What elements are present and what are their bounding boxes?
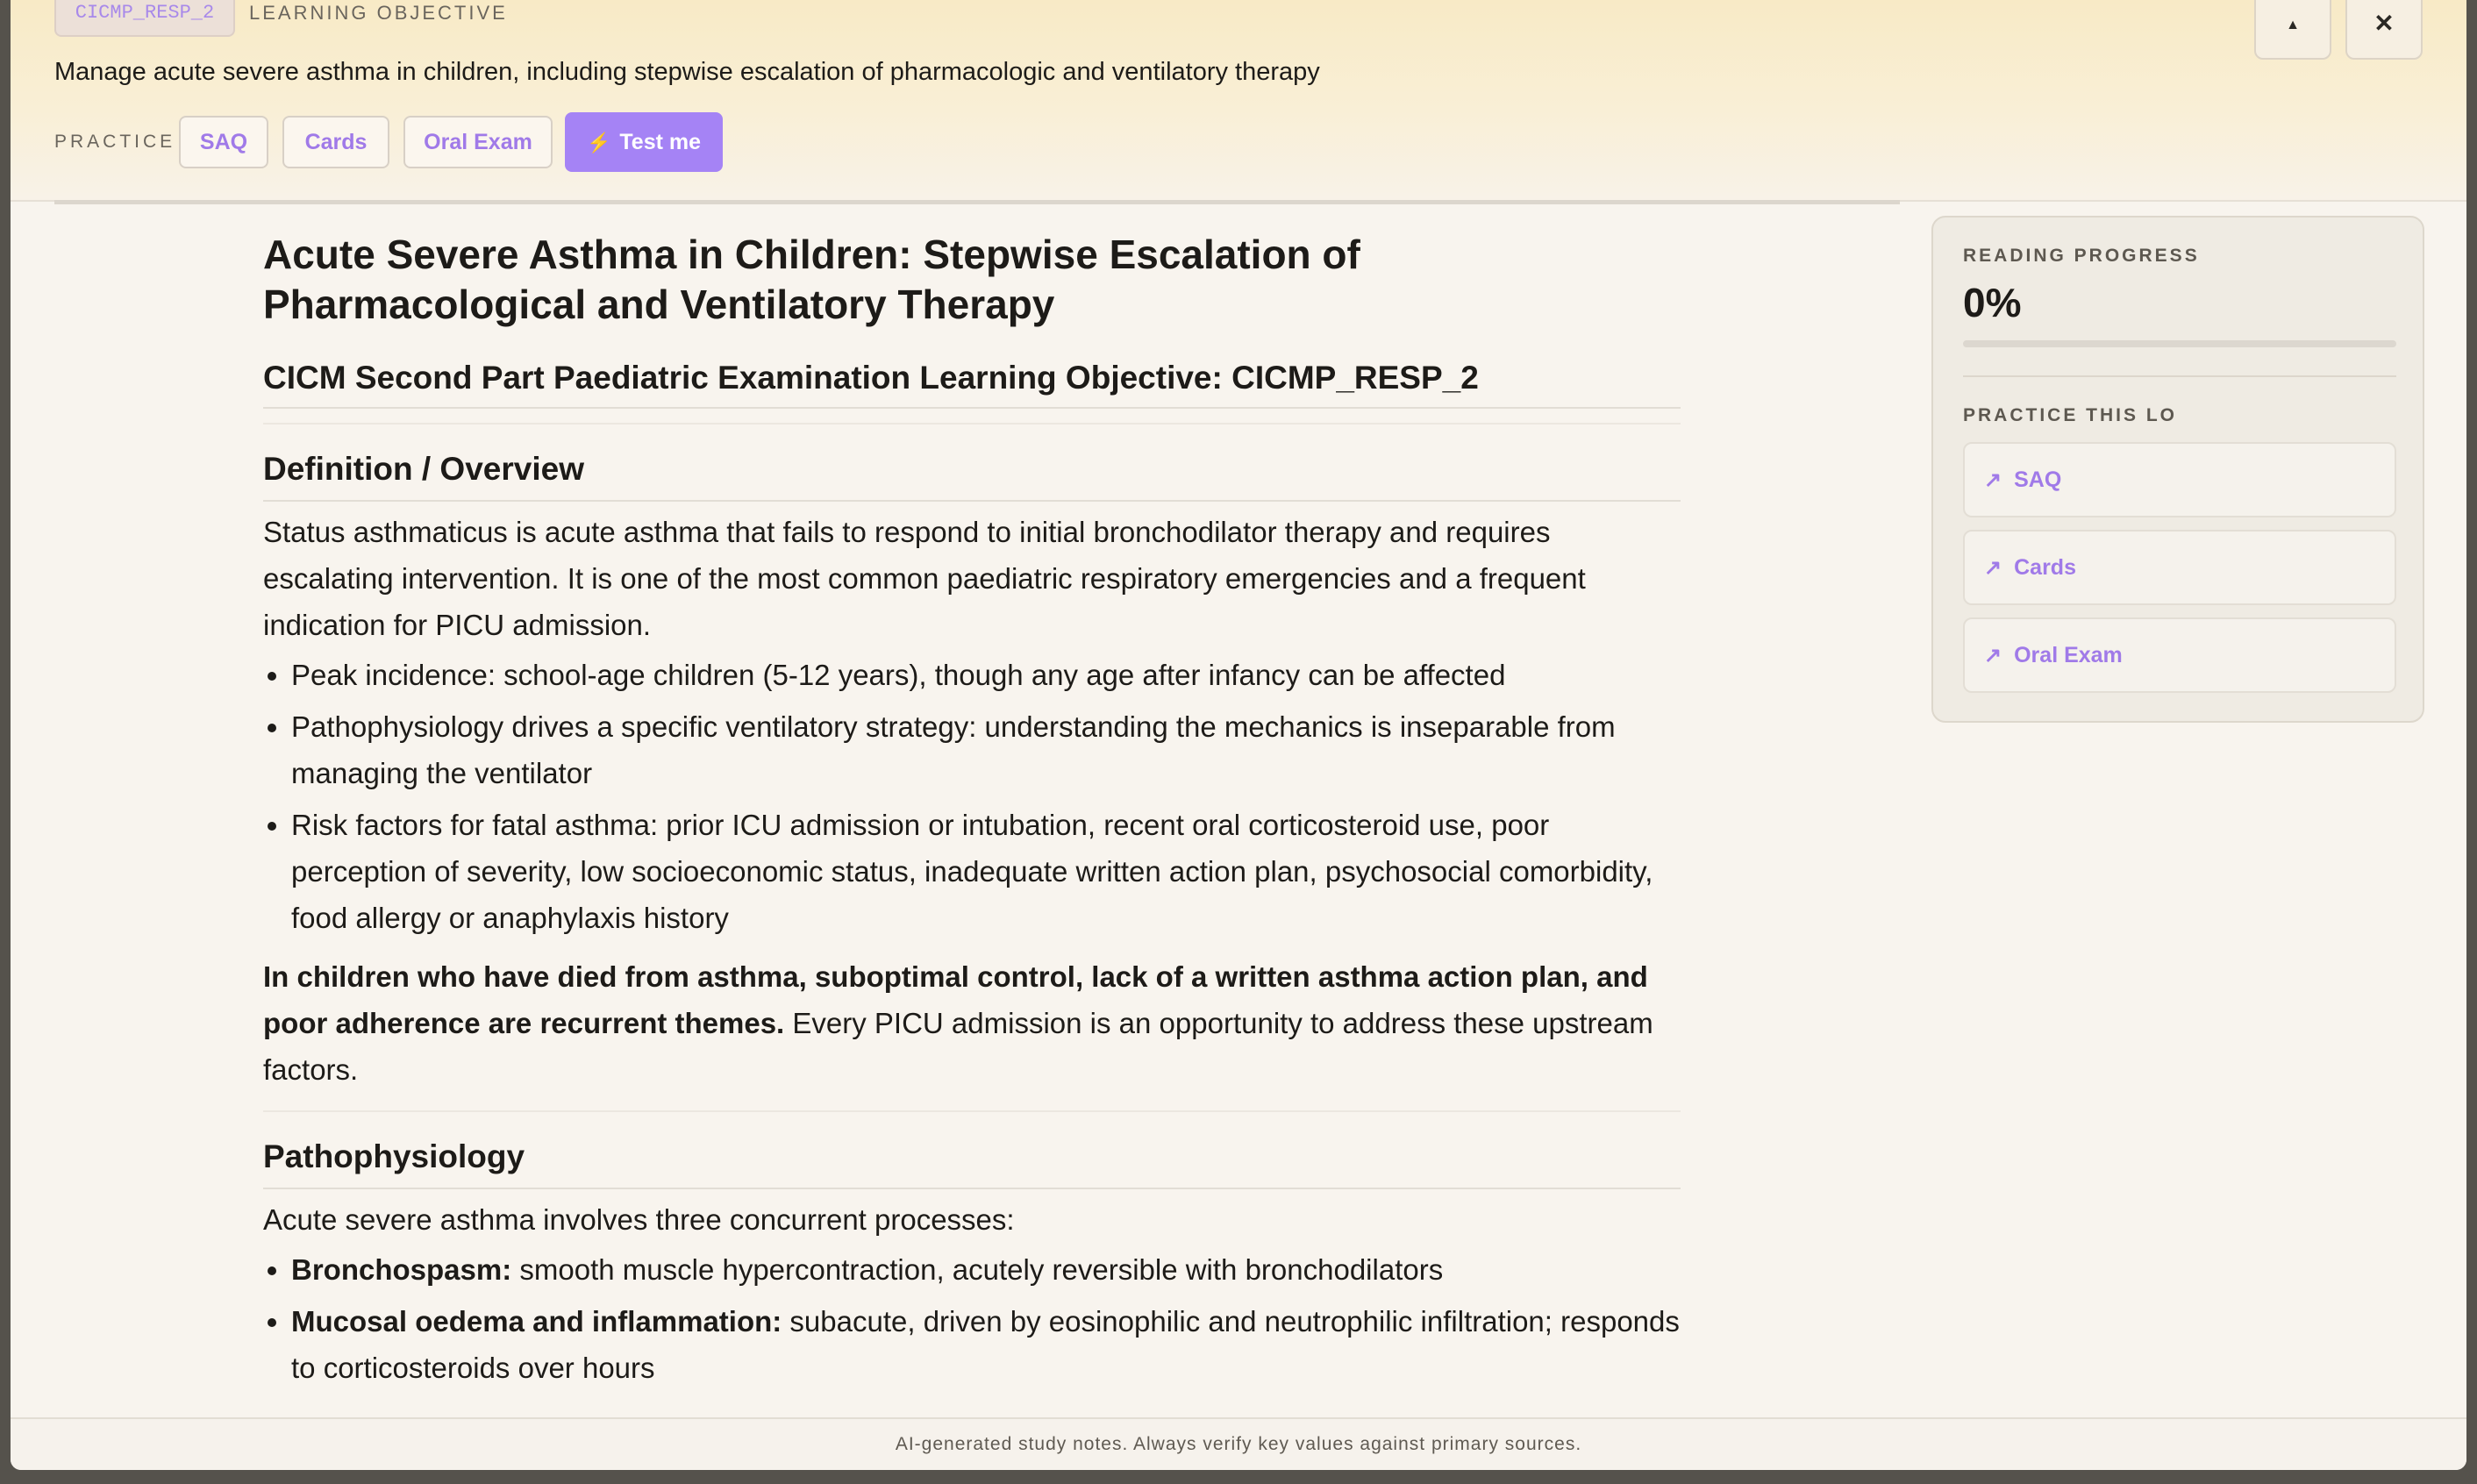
pathophysiology-bullet-list [263,1246,1681,1391]
bolt-icon: ⚡ [586,132,611,153]
reading-progress-bar [1963,340,2396,347]
list-item: • Pathophysiology drives a specific ventilatory strategy: understanding the mechanics is inseparable from managing the ventilator [291,703,1681,796]
list-item-text: smooth muscle hypercontraction, acutely reversible with bronchodilators [511,1253,1444,1286]
practice-oral-exam-button[interactable]: Oral Exam [403,116,553,168]
definition-closing-paragraph [263,953,1681,1093]
list-item-text: subacute, driven by eosinophilic and neutrophilic infiltration; responds to corticosteroids over hours [291,1305,1680,1384]
lo-code-badge: CICMP_RESP_2 [54,0,235,37]
article-title: Acute Severe Asthma in Children: Stepwise Escalation of Pharmacological and Ventilatory Therapy [263,232,1360,327]
header [11,0,2466,202]
close-icon: ✕ [2373,10,2395,37]
definition-intro: Status asthmaticus is acute asthma that fails to respond to initial bronchodilator therapy and requires escalating intervention. It is one of the most common paediatric respiratory emergencies and a frequent indication for PICU admission. [263,516,1586,641]
article-subtitle: CICM Second Part Paediatric Examination Learning Objective: CICMP_RESP_2 [263,360,1681,409]
arrow-up-right-icon: ↗ [1984,556,2002,580]
divider [1963,375,2396,377]
learning-objective-label: LEARNING OBJECTIVE [249,2,508,24]
collapse-button[interactable] [2254,0,2331,60]
closing-rest: Every PICU admission is an opportunity to address these upstream factors. [263,1007,1653,1086]
reading-progress-track [54,200,1900,204]
sidebar-link-label: Oral Exam [2014,643,2123,667]
sidebar-practice-cards-link[interactable] [1963,530,2396,605]
closing-emphasis: In children who have died from asthma, suboptimal control, lack of a written asthma action plan, and poor adherence are recurrent themes. [263,960,1648,1039]
list-item: • Risk factors for fatal asthma: prior ICU admission or intubation, recent oral corticosteroid use, poor perception of severity, low socioeconomic status, inadequate written action plan, psychosocial comorbidity, food allergy or anaphylaxis history [291,802,1681,941]
sidebar-practice-oral-exam-link[interactable] [1963,617,2396,693]
list-item [291,1298,1681,1391]
list-item-term: Bronchospasm: [291,1253,512,1286]
sidebar-panel [1931,216,2424,723]
list-item-term: Mucosal oedema and inflammation: [291,1305,782,1338]
practice-label: PRACTICE [54,132,176,152]
test-me-button[interactable] [565,112,723,172]
reading-progress-label: READING PROGRESS [1963,246,2200,266]
close-button[interactable] [2345,0,2423,60]
footer-disclaimer: AI-generated study notes. Always verify key values against primary sources. [11,1417,2466,1470]
definition-bullet-list [263,652,1681,941]
section-heading-definition: Definition / Overview [263,451,1681,502]
section-heading-pathophysiology: Pathophysiology [263,1138,1681,1189]
arrow-up-right-icon: ↗ [1984,644,2002,667]
arrow-up-right-icon: ↗ [1984,468,2002,492]
pathophysiology-intro: Acute severe asthma involves three concurrent processes: [263,1203,1015,1236]
study-notes-modal [11,0,2466,1470]
learning-objective-text: Manage acute severe asthma in children, including stepwise escalation of pharmacologic and ventilatory therapy [54,58,1320,86]
practice-this-lo-label: PRACTICE THIS LO [1963,405,2178,425]
reading-progress-value: 0% [1963,280,2022,325]
list-item [291,1246,1681,1293]
test-me-label: Test me [619,130,702,154]
sidebar-link-label: SAQ [2014,467,2062,492]
practice-cards-button[interactable]: Cards [282,116,389,168]
list-item: • Peak incidence: school-age children (5-12 years), though any age after infancy can be affected [291,652,1681,698]
sidebar-practice-saq-link[interactable] [1963,442,2396,517]
article-content [263,230,1681,1396]
sidebar-link-label: Cards [2014,555,2076,580]
caret-up-icon: ▲ [2286,18,2300,32]
practice-saq-button[interactable]: SAQ [179,116,268,168]
